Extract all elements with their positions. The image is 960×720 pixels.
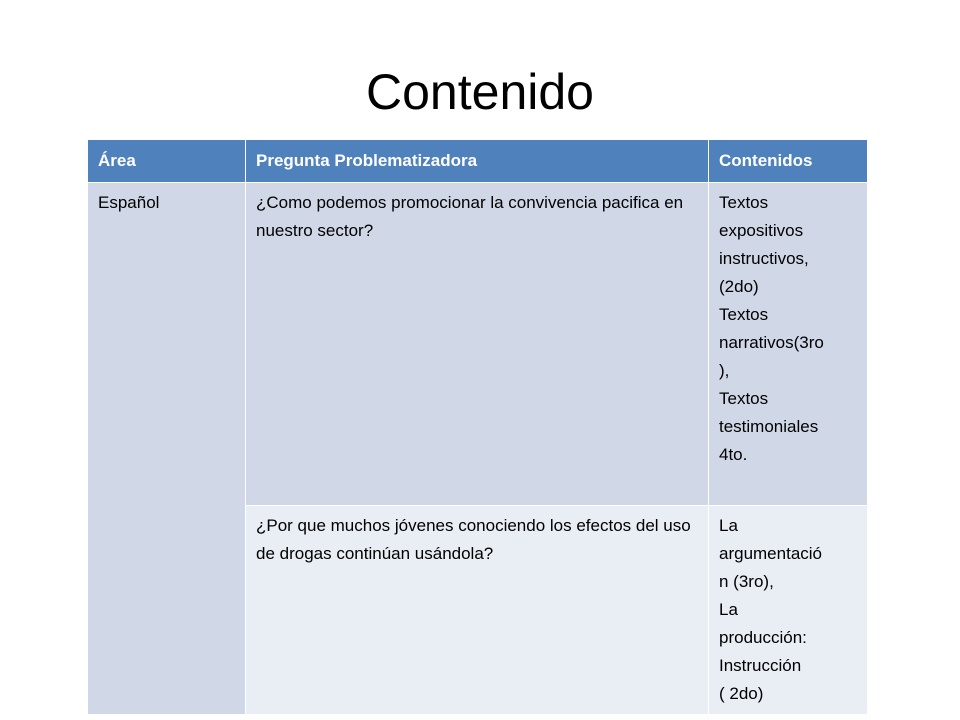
- contents-line: La: [719, 600, 738, 619]
- contents-line: testimoniales: [719, 417, 819, 436]
- question-cell: ¿Por que muchos jóvenes conociendo los efectos del uso de drogas continúan usándola?: [246, 506, 709, 715]
- area-cell: Español: [88, 183, 246, 715]
- header-area: Área: [88, 140, 246, 183]
- contents-line: Textos: [719, 389, 769, 408]
- header-question: Pregunta Problematizadora: [246, 140, 709, 183]
- contents-line: Textos: [719, 193, 769, 212]
- contents-line: Textos: [719, 305, 769, 324]
- contents-line: producción:: [719, 628, 807, 647]
- contents-line: La: [719, 516, 738, 535]
- question-cell: ¿Como podemos promocionar la convivencia pacifica en nuestro sector?: [246, 183, 709, 506]
- contents-line: expositivos: [719, 221, 804, 240]
- table-header-row: [88, 140, 868, 183]
- table-row: [88, 183, 868, 506]
- contents-line: (2do): [719, 277, 759, 296]
- contents-line: n (3ro),: [719, 572, 774, 591]
- contents-line: instructivos,: [719, 249, 809, 268]
- contents-line: 4to.: [719, 445, 748, 464]
- contents-line: argumentació: [719, 544, 823, 563]
- contents-line: narrativos(3ro: [719, 333, 824, 352]
- content-table: [87, 139, 868, 715]
- header-contents: Contenidos: [709, 140, 868, 183]
- contents-line: ),: [719, 361, 730, 380]
- contents-line: ( 2do): [719, 684, 764, 703]
- contents-line: Instrucción: [719, 656, 802, 675]
- contents-cell: [709, 506, 868, 715]
- slide-title: Contenido: [366, 64, 594, 120]
- contents-cell: [709, 183, 868, 506]
